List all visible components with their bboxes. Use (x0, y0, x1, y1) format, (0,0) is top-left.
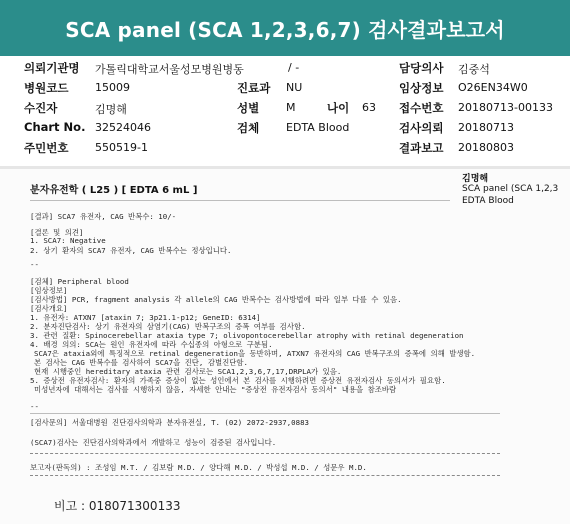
value-request-date: 20180713 (458, 121, 514, 134)
scan-line-overview-1: 1. 유전자: ATXN7 [ataxin 7; 3p21.1-p12; GeneID: 6314] (30, 313, 261, 322)
value-specimen: EDTA Blood (286, 121, 350, 134)
scan-dashed-rule-2 (30, 475, 500, 476)
scan-line-overview-4: 4. 배경 의의: SCA는 원인 유전자에 따라 수십종의 아형으로 구분됨. (30, 340, 273, 349)
scan-header-rule (30, 200, 450, 201)
scan-line-conclusion-2: 2. 상기 환자의 SCA7 유전자, CAG 반복수는 정상입니다. (30, 246, 232, 255)
label-specimen: 검체 (237, 121, 260, 135)
scan-line-overview-4d: 현재 시행중인 hereditary ataxia 관련 검사로는 SCA1,2,3,6,7,17,DRPLA가 있음. (34, 367, 342, 376)
value-accession-number: 20180713-00133 (458, 101, 553, 114)
label-sex: 성별 (237, 101, 260, 115)
label-accession-number: 접수번호 (399, 101, 444, 115)
scan-line-specimen: [검체] Peripheral blood (30, 277, 129, 286)
scan-line-overview-3: 3. 관련 질환: Spinocerebellar ataxia type 7; olivopontocerebellar atrophy with retinal degeneration (30, 331, 464, 340)
value-requesting-institution: 가톨릭대학교서울성모병원병동 (95, 63, 244, 76)
scan-line-overview-heading: [검사개요] (30, 304, 68, 313)
report-title: SCA panel (SCA 1,2,3,6,7) 검사결과보고서 (0, 0, 570, 56)
label-requesting-institution: 의뢰기관명 (24, 61, 80, 75)
scan-header: 분자유전학 ( L25 ) [ EDTA 6 mL ] (30, 185, 198, 196)
patient-info-panel (0, 56, 570, 166)
scan-remark: 비고 : 018071300133 (54, 499, 181, 513)
label-clinical-info: 임상정보 (399, 81, 444, 95)
scan-line-conclusion-heading: [결론 및 의견] (30, 228, 84, 237)
scan-line-result: [결과] SCA7 유전자, CAG 반복수: 10/- (30, 212, 177, 221)
value-hospital-code: 15009 (95, 81, 130, 94)
scan-test-name: SCA panel (SCA 1,2,3 (462, 184, 559, 194)
scanned-report-image (0, 169, 570, 524)
label-report-date: 결과보고 (399, 141, 444, 155)
value-sex: M (286, 101, 296, 114)
scan-line-overview-4c: 본 검사는 CAG 반복수를 검사하여 SCA7을 진단, 감별진단함. (34, 358, 248, 367)
scan-line-separator: -- (30, 260, 39, 269)
scan-line-separator-2: -- (30, 402, 39, 411)
scan-line-validation: (SCA7)검사는 진단검사의학과에서 개발하고 성능이 검증된 검사입니다. (30, 438, 277, 447)
scan-line-method: [검사방법] PCR, fragment analysis 각 allele의 CAG 반복수는 검사방법에 따라 일부 다를 수 있음. (30, 295, 402, 304)
value-age: 63 (362, 101, 376, 114)
value-patient-name: 김명해 (95, 103, 127, 116)
scan-inquiry-rule (30, 413, 500, 414)
label-patient-name: 수진자 (24, 101, 58, 115)
scan-line-clinical-info: [임상정보] (30, 286, 68, 295)
scan-line-overview-2: 2. 분자진단검사: 상기 유전자의 삼염기(CAG) 반복구조의 증폭 여부를 검사함. (30, 322, 306, 331)
value-clinical-info: O26EN34W0 (458, 81, 528, 94)
value-department: NU (286, 81, 303, 94)
scan-patient-name: 김명해 (462, 174, 489, 184)
scan-line-overview-4b: SCA7은 ataxia외에 특징적으로 retinal degeneration을 동반하며, ATXN7 유전자의 CAG 반복구조의 증폭에 의해 발생함. (34, 349, 476, 358)
scan-specimen: EDTA Blood (462, 196, 514, 206)
label-chart-no: Chart No. (24, 120, 86, 134)
scan-line-reporters: 보고자(판독의) : 조성임 M.T. / 김보람 M.D. / 양다해 M.D. / 박성섭 M.D. / 성문우 M.D. (30, 463, 367, 472)
scan-line-conclusion-1: 1. SCA7: Negative (30, 236, 106, 245)
value-resident-number: 550519-1 (95, 141, 148, 154)
label-request-date: 검사의뢰 (399, 121, 444, 135)
scan-line-overview-5: 5. 증상전 유전자검사: 환자의 가족중 증상이 없는 성인에서 본 검사를 시행하려면 증상전 유전자검사 동의서가 필요함. (30, 376, 446, 385)
label-hospital-code: 병원코드 (24, 81, 69, 95)
label-age: 나이 (327, 101, 350, 115)
value-ward: / - (288, 61, 300, 74)
scan-dashed-rule-1 (30, 453, 500, 454)
label-resident-number: 주민번호 (24, 141, 69, 155)
scan-line-inquiry: [검사문의] 서울대병원 진단검사의학과 분자유전실, T. (02) 2072-2937,0883 (30, 418, 309, 427)
label-department: 진료과 (237, 81, 271, 95)
value-report-date: 20180803 (458, 141, 514, 154)
value-attending-physician: 김중석 (458, 63, 490, 76)
value-chart-no: 32524046 (95, 121, 151, 134)
scan-line-overview-5b: 미성년자에 대해서는 검사를 시행하지 않음, 자세한 안내는 "증상전 유전자검사 동의서" 내용을 참조바람 (34, 385, 397, 394)
label-attending-physician: 담당의사 (399, 61, 444, 75)
